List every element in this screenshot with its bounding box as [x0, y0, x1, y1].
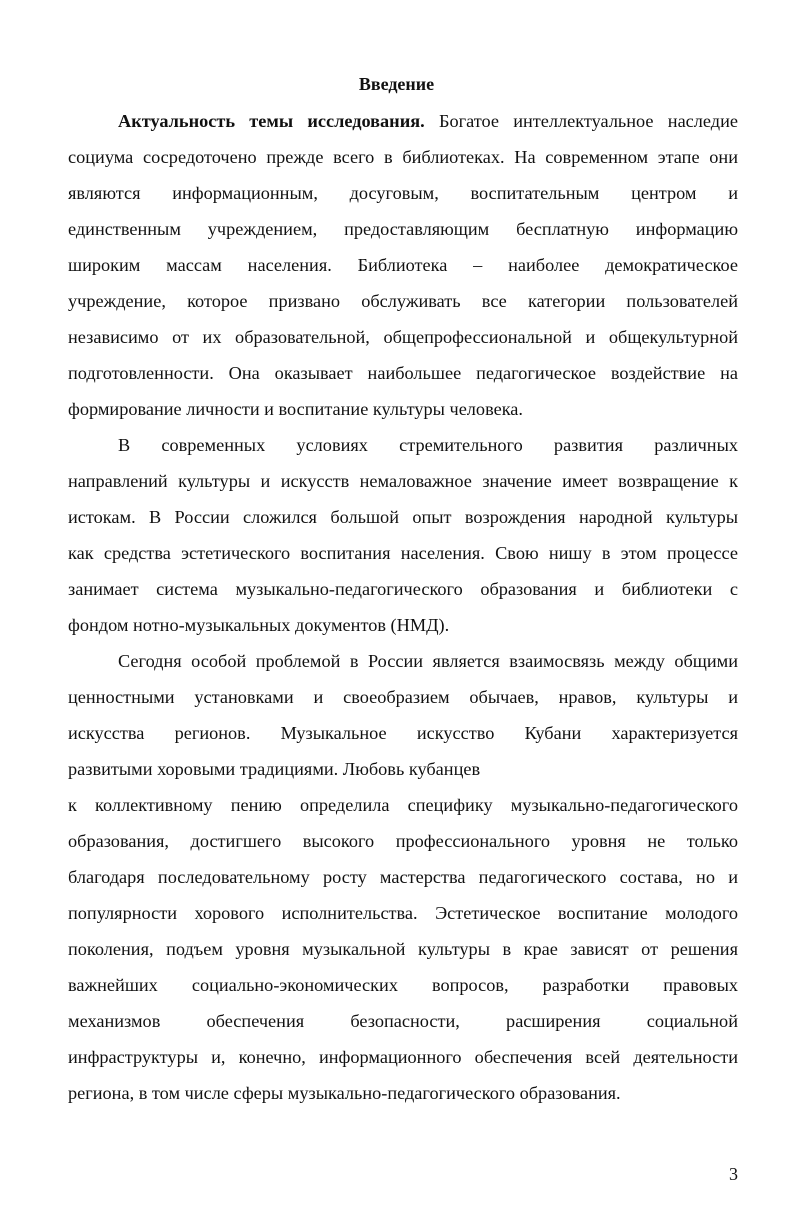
paragraph-1-line-8: подготовленности. Она оказывает наибольшее педагогическое воздействие на	[68, 363, 738, 383]
paragraph-2-line-1: В современных условиях стремительного развития различных	[118, 435, 738, 455]
paragraph-1-line-2: социума сосредоточено прежде всего в библиотеках. На современном этапе они	[68, 147, 738, 167]
paragraph-1-line-1	[118, 108, 738, 134]
paragraph-4-line-6: важнейших социально-экономических вопросов, разработки правовых	[68, 975, 738, 995]
paragraph-3-line-3: искусства регионов. Музыкальное искусство Кубани характеризуется	[68, 723, 738, 743]
paragraph-2-line-2: направлений культуры и искусств немаловажное значение имеет возвращение к	[68, 471, 738, 491]
paragraph-4-line-5: поколения, подъем уровня музыкальной культуры в крае зависят от решения	[68, 939, 738, 959]
paragraph-1-line-9: формирование личности и воспитание культуры человека.	[68, 399, 523, 419]
lead-bold-phrase: Актуальность темы исследования.	[118, 111, 425, 131]
paragraph-1-line-5: широким массам населения. Библиотека – наиболее демократическое	[68, 255, 738, 275]
paragraph-4-line-2: образования, достигшего высокого профессионального уровня не только	[68, 831, 738, 851]
paragraph-3-line-1: Сегодня особой проблемой в России является взаимосвязь между общими	[118, 651, 738, 671]
paragraph-2-line-6: фондом нотно-музыкальных документов (НМД).	[68, 615, 450, 635]
paragraph-3-line-2: ценностными установками и своеобразием обычаев, нравов, культуры и	[68, 687, 738, 707]
paragraph-1-line-7: независимо от их образовательной, общепрофессиональной и общекультурной	[68, 327, 738, 347]
paragraph-1-line-6: учреждение, которое призвано обслуживать все категории пользователей	[68, 291, 738, 311]
paragraph-4-line-4: популярности хорового исполнительства. Эстетическое воспитание молодого	[68, 903, 738, 923]
paragraph-3-line-4: развитыми хоровыми традициями. Любовь кубанцев	[68, 759, 481, 779]
paragraph-2-line-3: истокам. В России сложился большой опыт возрождения народной культуры	[68, 507, 738, 527]
paragraph-2-line-4: как средства эстетического воспитания населения. Свою нишу в этом процессе	[68, 543, 738, 563]
paragraph-1-line-4: единственным учреждением, предоставляющим бесплатную информацию	[68, 219, 738, 239]
page-number: 3	[729, 1164, 738, 1184]
paragraph-4-line-3: благодаря последовательному росту мастерства педагогического состава, но и	[68, 867, 738, 887]
paragraph-2-line-5: занимает система музыкально-педагогического образования и библиотеки с	[68, 579, 738, 599]
page-title: Введение	[358, 74, 435, 94]
paragraph-1-line-3: являются информационным, досуговым, воспитательным центром и	[68, 183, 738, 203]
paragraph-4-line-8: инфраструктуры и, конечно, информационного обеспечения всей деятельности	[68, 1047, 738, 1067]
paragraph-4-line-7: механизмов обеспечения безопасности, расширения социальной	[68, 1011, 738, 1031]
paragraph-4-line-1: к коллективному пению определила специфику музыкально-педагогического	[68, 795, 738, 815]
line-text: Богатое интеллектуальное наследие	[438, 111, 738, 131]
paragraph-4-line-9: региона, в том числе сферы музыкально-педагогического образования.	[68, 1083, 621, 1103]
